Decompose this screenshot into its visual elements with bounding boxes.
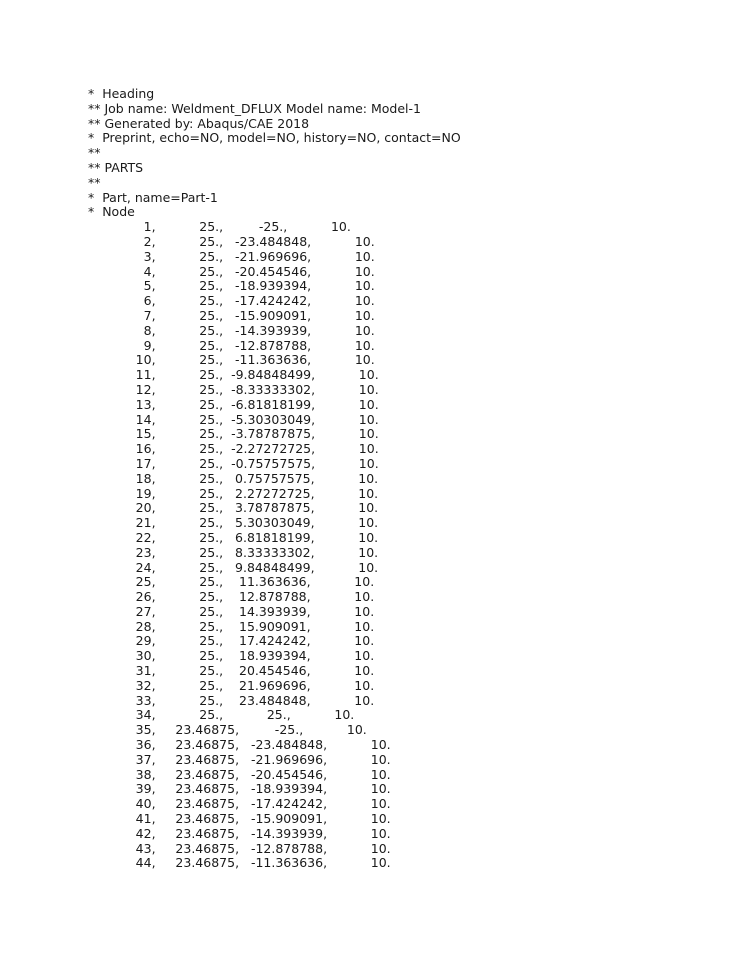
node-row: 8, 25., -14.393939, 10. (88, 322, 375, 338)
node-row: 1, 25., -25., 10. (88, 219, 351, 235)
parts-line: ** PARTS (88, 159, 144, 175)
generated-by-line: ** Generated by: Abaqus/CAE 2018 (88, 115, 310, 131)
node-row: 9, 25., -12.878788, 10. (88, 337, 375, 353)
node-row: 14, 25., -5.30303049, 10. (88, 411, 379, 427)
node-row: 28, 25., 15.909091, 10. (88, 618, 375, 634)
node-row: 18, 25., 0.75757575, 10. (88, 470, 379, 486)
node-row: 33, 25., 23.484848, 10. (88, 692, 375, 708)
node-row: 40, 23.46875, -17.424242, 10. (88, 796, 391, 812)
node-row: 39, 23.46875, -18.939394, 10. (88, 781, 391, 797)
node-row: 38, 23.46875, -20.454546, 10. (88, 766, 391, 782)
node-row: 32, 25., 21.969696, 10. (88, 677, 375, 693)
node-row: 5, 25., -18.939394, 10. (88, 278, 375, 294)
node-row: 15, 25., -3.78787875, 10. (88, 426, 379, 442)
node-row: 30, 25., 18.939394, 10. (88, 648, 375, 664)
node-row: 19, 25., 2.27272725, 10. (88, 485, 379, 501)
node-row: 11, 25., -9.84848499, 10. (88, 367, 379, 383)
node-row: 34, 25., 25., 10. (88, 707, 355, 723)
node-row: 42, 23.46875, -14.393939, 10. (88, 825, 391, 841)
node-row: 20, 25., 3.78787875, 10. (88, 500, 379, 516)
node-row: 44, 23.46875, -11.363636, 10. (88, 855, 391, 871)
node-row: 2, 25., -23.484848, 10. (88, 233, 375, 249)
node-row: 13, 25., -6.81818199, 10. (88, 396, 379, 412)
part-name-line: * Part, name=Part-1 (88, 189, 218, 205)
preprint-line: * Preprint, echo=NO, model=NO, history=NO, contact=NO (88, 130, 461, 146)
comment-line: ** (88, 174, 101, 190)
node-row: 23, 25., 8.33333302, 10. (88, 544, 379, 560)
node-row: 31, 25., 20.454546, 10. (88, 663, 375, 679)
node-row: 22, 25., 6.81818199, 10. (88, 529, 379, 545)
node-list (88, 220, 461, 871)
node-row: 41, 23.46875, -15.909091, 10. (88, 811, 391, 827)
node-row: 12, 25., -8.33333302, 10. (88, 381, 379, 397)
node-row: 36, 23.46875, -23.484848, 10. (88, 737, 391, 753)
node-row: 3, 25., -21.969696, 10. (88, 248, 375, 264)
node-row: 10, 25., -11.363636, 10. (88, 352, 375, 368)
node-row: 4, 25., -20.454546, 10. (88, 263, 375, 279)
node-row: 17, 25., -0.75757575, 10. (88, 455, 379, 471)
document-page (88, 87, 461, 871)
job-name-line: ** Job name: Weldment_DFLUX Model name: Model-1 (88, 100, 421, 116)
node-row: 27, 25., 14.393939, 10. (88, 603, 375, 619)
comment-line: ** (88, 145, 101, 161)
node-row: 26, 25., 12.878788, 10. (88, 589, 375, 605)
node-row: 29, 25., 17.424242, 10. (88, 633, 375, 649)
node-row: 43, 23.46875, -12.878788, 10. (88, 840, 391, 856)
heading-line: * Heading (88, 86, 155, 101)
node-row: 25, 25., 11.363636, 10. (88, 574, 375, 590)
node-row: 16, 25., -2.27272725, 10. (88, 441, 379, 457)
node-row: 7, 25., -15.909091, 10. (88, 307, 375, 323)
node-row: 6, 25., -17.424242, 10. (88, 293, 375, 309)
node-row: 37, 23.46875, -21.969696, 10. (88, 751, 391, 767)
node-row: 21, 25., 5.30303049, 10. (88, 515, 379, 531)
node-row: 24, 25., 9.84848499, 10. (88, 559, 379, 575)
node-keyword-line: * Node (88, 204, 135, 220)
node-row: 35, 23.46875, -25., 10. (88, 722, 367, 738)
